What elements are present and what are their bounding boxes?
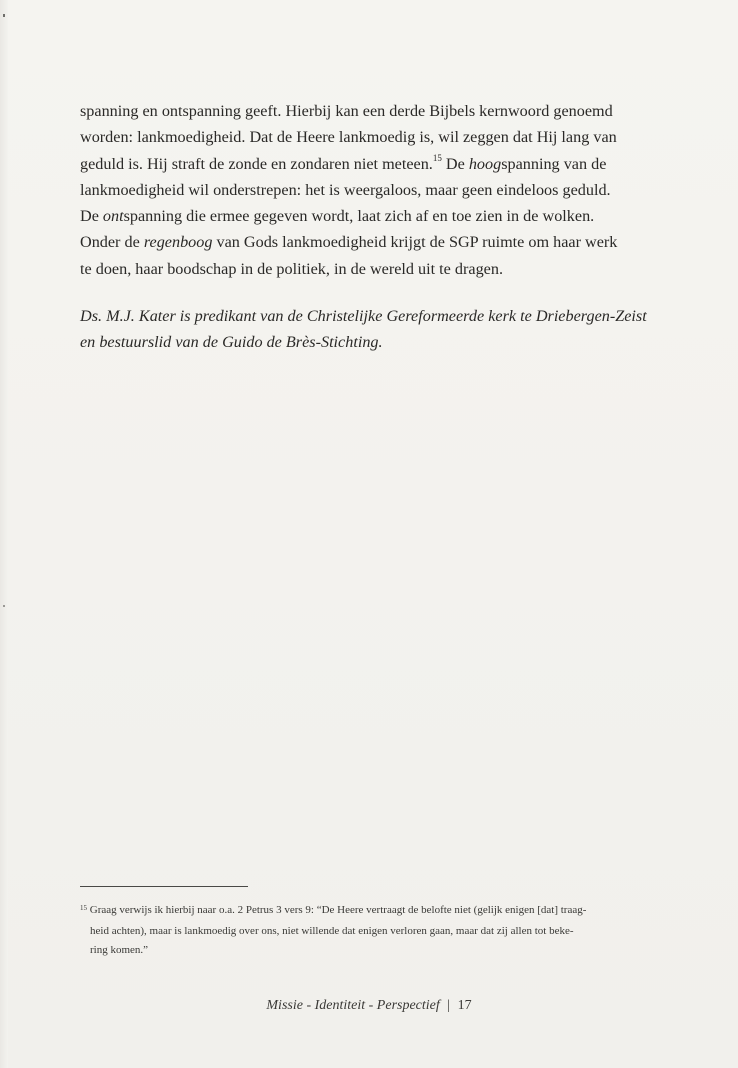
text-line: spanning en ontspanning geeft. Hierbij kan een derde Bijbels kernwoord genoemd (80, 102, 613, 120)
page-number: 17 (457, 998, 472, 1013)
author-byline (80, 303, 670, 355)
footnote (80, 901, 665, 961)
text-line (80, 151, 660, 177)
footnote-body (80, 901, 665, 961)
text-line (80, 229, 660, 255)
scan-mark (3, 14, 5, 17)
scan-mark (3, 605, 5, 607)
footnote-divider (80, 886, 248, 887)
byline-line: en bestuurslid van de Guido de Brès-Stichting. (80, 333, 383, 351)
footnote-first-line (80, 904, 586, 916)
text-line: lankmoedigheid wil onderstrepen: het is weergaloos, maar geen eindeloos geduld. (80, 180, 611, 199)
footnote-text: Graag verwijs ik hierbij naar o.a. 2 Petrus 3 vers 9: “De Heere vertraagt de belofte niet (gelijk enigen [dat] traag- (87, 904, 587, 916)
emphasis-text: hoog (468, 154, 502, 173)
byline-line: Ds. M.J. Kater is predikant van de Christelijke Gereformeerde kerk te Driebergen-Zeist (80, 307, 647, 325)
text-span: spanning die ermee gegeven wordt, laat zich af en toe zien in de wolken. (123, 207, 595, 226)
emphasis-text: regenboog (143, 233, 213, 252)
body-paragraph (80, 98, 660, 282)
text-line (80, 203, 660, 229)
text-span: spanning van de (501, 154, 607, 173)
text-span: Onder de (80, 233, 144, 252)
page-footer (0, 998, 738, 1014)
text-span: geduld is. Hij straft de zonde en zondaren niet meteen. (80, 154, 433, 173)
text-span: De (80, 207, 103, 226)
text-span: De (441, 154, 469, 173)
text-span: van Gods lankmoedigheid krijgt de SGP ruimte om haar werk (212, 233, 618, 252)
footnote-text: heid achten), maar is lankmoedig over ons, niet willende dat enigen verloren gaan, maar dat zij allen tot beke- (90, 924, 574, 937)
footnote-reference: 15 (432, 153, 442, 164)
footnote-number: 15 (80, 904, 87, 912)
running-footer-title: Missie - Identiteit - Perspectief (266, 998, 440, 1013)
footer-separator: | (447, 998, 451, 1013)
page-edge (0, 0, 8, 1068)
emphasis-text: ont (102, 207, 124, 226)
text-line: worden: lankmoedigheid. Dat de Heere lankmoedig is, wil zeggen dat Hij lang van (80, 128, 617, 147)
text-line: te doen, haar boodschap in de politiek, in de wereld uit te dragen. (80, 259, 503, 278)
footnote-text: ring komen.” (90, 944, 149, 956)
